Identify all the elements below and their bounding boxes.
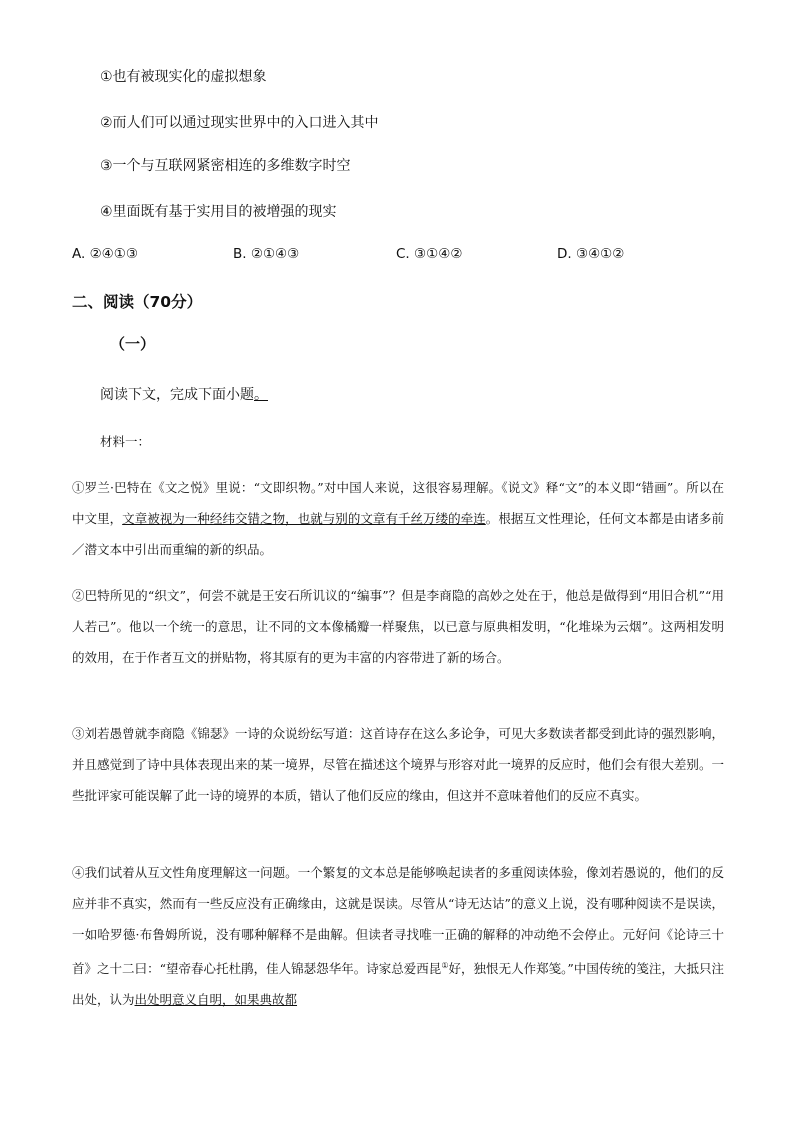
section-title: 二、阅读（70分） [72,293,203,311]
instruction-mark: 。 [254,387,268,403]
paragraph-4 [72,857,724,1015]
instruction-text: 阅读下文，完成下面小题 [100,387,254,403]
paragraph-2 [72,580,724,673]
paragraph-1-text-b: 。根据互文性理论，任何文本都是由诸多前／潜文本中引出而重编的新的织品。 [72,511,724,557]
paragraph-1-underlined: 文章被视为一种经纬交错之物，也就与别的文章有千丝万缕的牵连 [122,511,486,526]
sort-item-4: ④里面既有基于实用目的被增强的现实 [100,204,337,220]
paragraph-2-text: ②巴特所见的“织文”，何尝不就是王安石所讥议的“编事”？但是李商隐的高妙之处在于，他总是做得到“用旧合机”“用人若己”。他以一个统一的意思，让不同的文本像橘瓣一样聚焦，以已意与原典相发明，“化堆垛为云烟”。这两相发明的效用，在于作者互文的拼贴物，将其原有的更为丰富的内容带进了新的场合。 [72,588,724,665]
paragraph-3-text: ③刘若愚曾就李商隐《锦瑟》一诗的众说纷纭写道：这首诗存在这么多论争，可见大多数读者都受到此诗的强烈影响，并且感觉到了诗中具体表现出来的某一境界，尽管在描述这个境界与形容对此一境界的反应时，他们会有很大差别。一些批评家可能误解了此一诗的境界的本质，错认了他们反应的缘由，但这并不意味着他们的反应不真实。 [72,726,724,803]
material-label: 材料一： [100,434,151,449]
choice-b: B. ②①④③ [233,246,300,262]
paragraph-1 [72,472,724,565]
footnote-marker: ① [441,961,449,970]
paragraph-4-text-a: ④我们试着从互文性角度理解这一问题。一个繁复的文本总是能够唤起读者的多重阅读体验，像刘若愚说的，他们的反应并非不真实，然而有一些反应没有正确缘由，这就是误读。尽管从“诗无达诂”的意义上说，没有哪种阅读不是误读，一如哈罗德·布鲁姆所说，没有哪种解释不是曲解。但读者寻找唯一正确的解释的冲动绝不会停止。元好问《论诗三十首》之十二曰：“望帝春心托杜鹃，佳人锦瑟怨华年。诗家总爱西昆 [72,865,724,977]
sort-item-2: ②而人们可以通过现实世界中的入口进入其中 [100,115,379,131]
sort-item-3: ③一个与互联网紧密相连的多维数字时空 [100,158,351,174]
paragraph-3 [72,718,724,811]
instruction [100,384,268,404]
choice-d: D. ③④①② [557,246,625,262]
paragraph-4-text-b: 好，独恨无人作郑笺。”中国传统的笺注，大抵只注出处，认为 [72,961,724,1008]
sort-item-1: ①也有被现实化的虚拟想象 [100,69,267,85]
paragraph-4-underlined: 出处明意义自明，如果典故都 [134,992,298,1008]
choice-a: A. ②④①③ [72,246,138,262]
choice-c: C. ③①④② [396,246,463,262]
subsection-title: （一） [110,335,156,353]
paragraph-1-text-a: ①罗兰·巴特在《文之悦》里说：“文即织物。”对中国人来说，这很容易理解。《说文》释“文”的本义即“错画”。所以在中文里， [72,480,724,526]
